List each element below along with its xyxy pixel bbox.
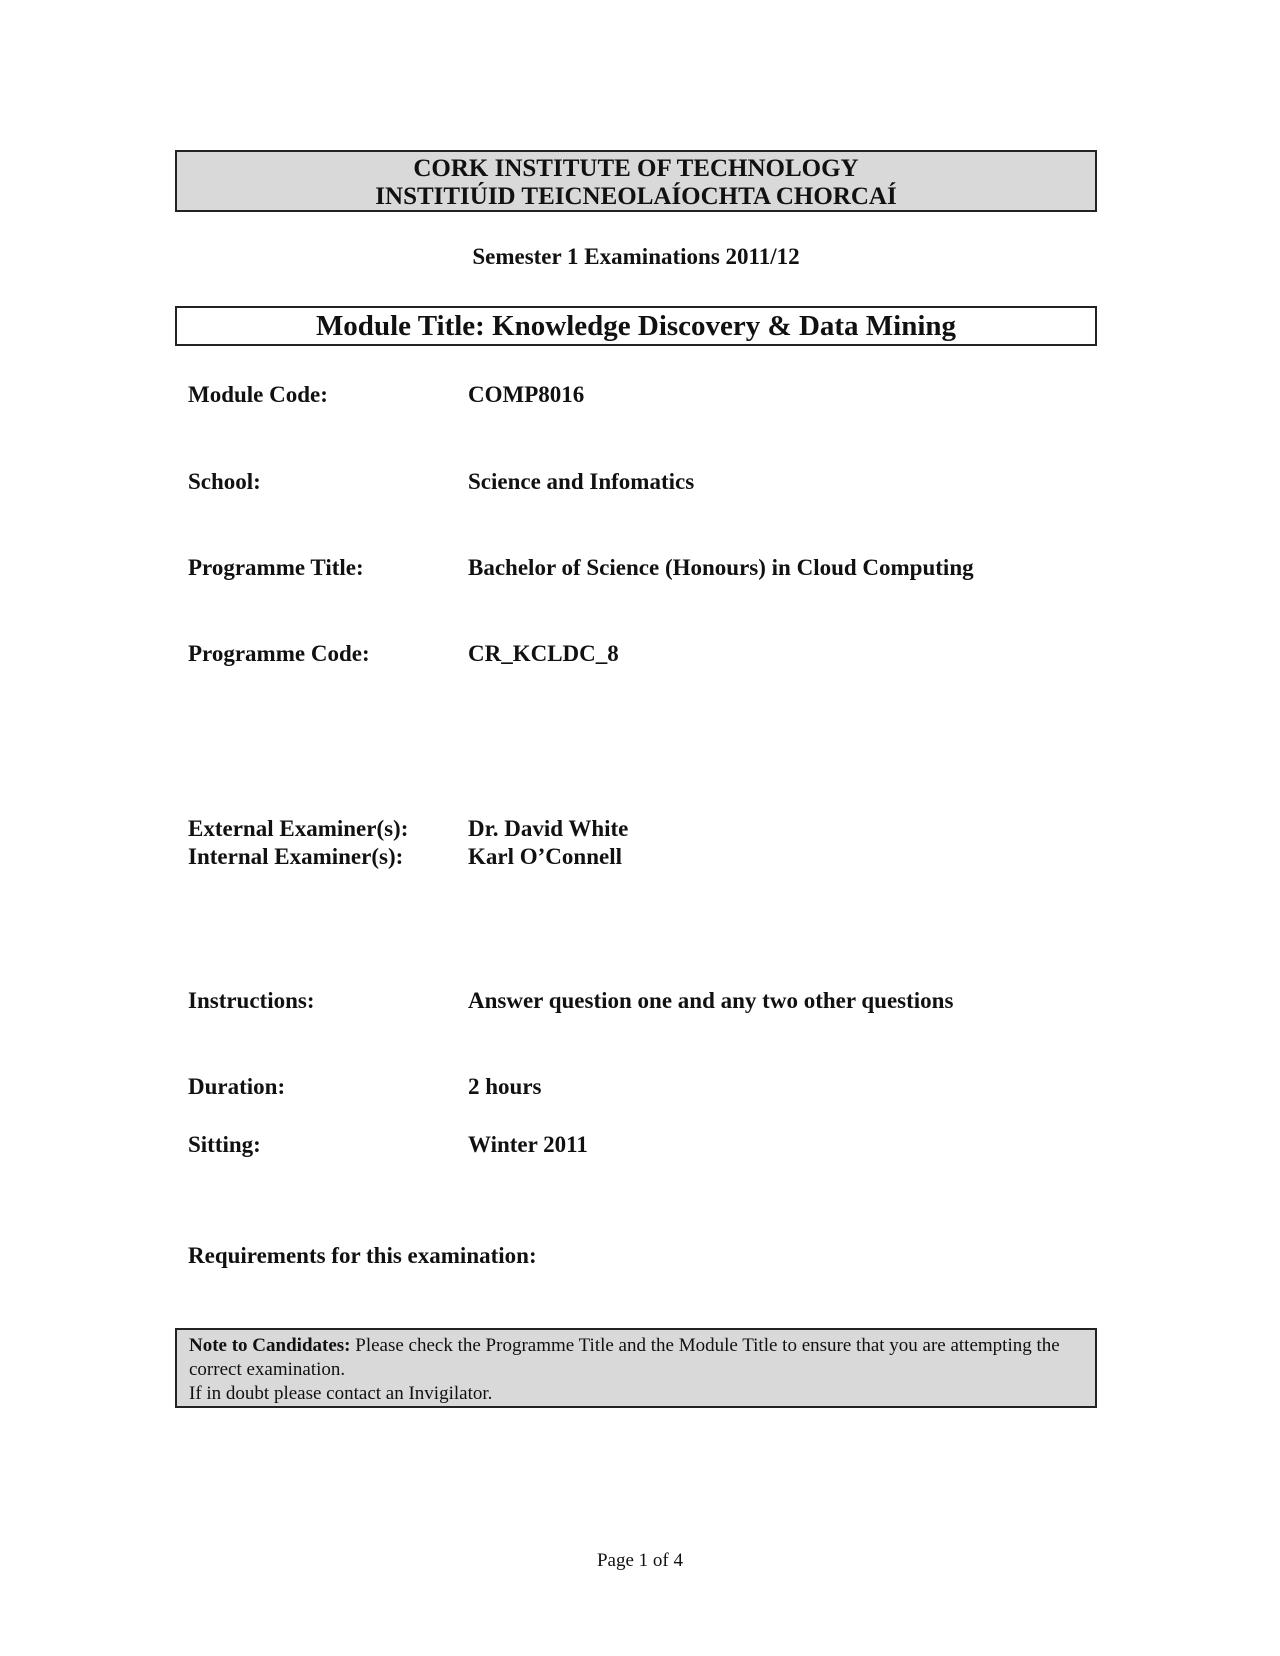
semester-heading: Semester 1 Examinations 2011/12 bbox=[472, 244, 800, 269]
external-examiner-value: Dr. David White bbox=[468, 816, 629, 841]
institute-header-box bbox=[175, 150, 1097, 212]
internal-examiner-value: Karl O’Connell bbox=[468, 844, 622, 869]
institute-name-irish: INSTITIÚID TEICNEOLAÍOCHTA CHORCAÍ bbox=[375, 183, 897, 210]
internal-examiner-label: Internal Examiner(s): bbox=[188, 844, 404, 869]
programme-code-value: CR_KCLDC_8 bbox=[468, 641, 619, 666]
school-label: School: bbox=[188, 469, 261, 494]
module-title-box bbox=[175, 306, 1097, 346]
module-code-value: COMP8016 bbox=[468, 382, 585, 407]
note-heading: Note to Candidates: bbox=[189, 1335, 351, 1356]
instructions-value: Answer question one and any two other questions bbox=[468, 988, 954, 1013]
duration-label: Duration: bbox=[188, 1074, 286, 1099]
sitting-value: Winter 2011 bbox=[468, 1132, 588, 1157]
instructions-label: Instructions: bbox=[188, 988, 315, 1013]
sitting-label: Sitting: bbox=[188, 1132, 261, 1157]
programme-code-label: Programme Code: bbox=[188, 641, 370, 666]
module-title: Module Title: Knowledge Discovery & Data Mining bbox=[315, 310, 957, 342]
requirements-heading: Requirements for this examination: bbox=[188, 1243, 537, 1268]
page-number: Page 1 of 4 bbox=[596, 1550, 683, 1571]
note-line-1: Please check the Programme Title and the Module Title to ensure that you are attempting the correct examination. bbox=[189, 1335, 1060, 1380]
external-examiner-label: External Examiner(s): bbox=[188, 816, 409, 841]
programme-title-value: Bachelor of Science (Honours) in Cloud Computing bbox=[468, 555, 974, 580]
duration-value: 2 hours bbox=[468, 1074, 542, 1099]
institute-name-english: CORK INSTITUTE OF TECHNOLOGY bbox=[413, 155, 859, 182]
programme-title-label: Programme Title: bbox=[188, 555, 364, 580]
module-code-label: Module Code: bbox=[188, 382, 328, 407]
note-line-2: If in doubt please contact an Invigilator. bbox=[189, 1383, 493, 1404]
school-value: Science and Infomatics bbox=[468, 469, 695, 494]
note-to-candidates-box bbox=[175, 1328, 1097, 1408]
